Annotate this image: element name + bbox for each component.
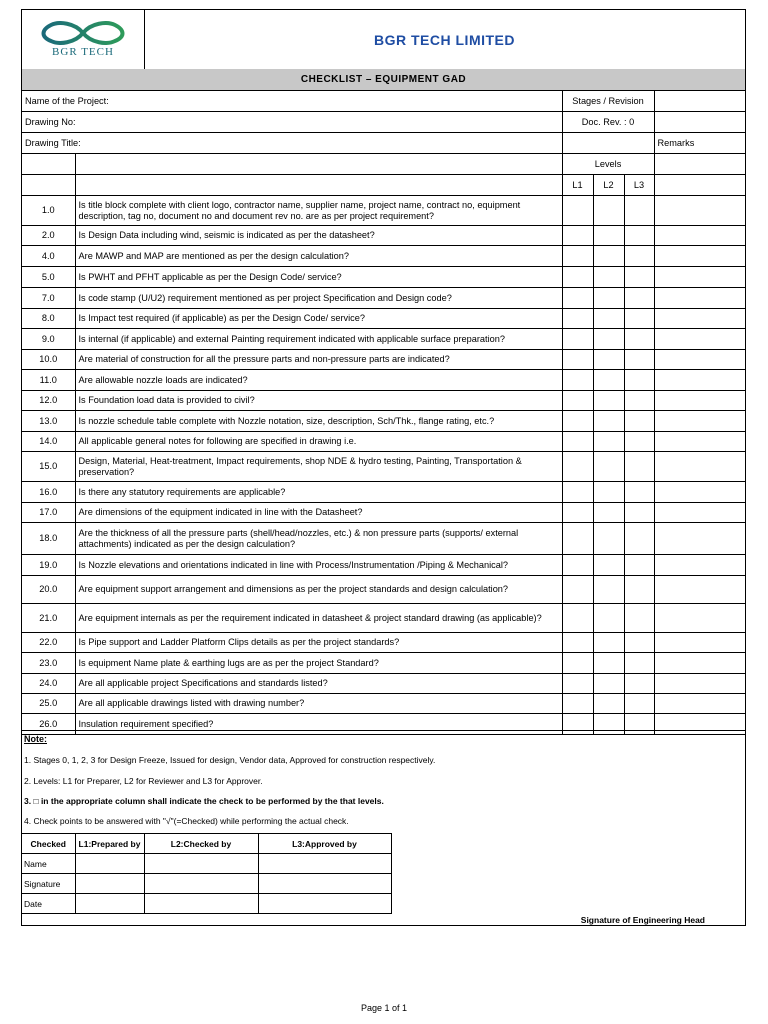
level-l1-check-cell[interactable] [562, 288, 593, 309]
remarks-cell[interactable] [654, 411, 745, 432]
level-l3-check-cell[interactable] [624, 604, 654, 633]
level-l1-check-cell[interactable] [562, 633, 593, 653]
signoff-cell[interactable] [75, 894, 144, 914]
level-l2-check-cell[interactable] [593, 653, 624, 674]
note-item: 4. Check points to be answered with "√"(=Checked) while performing the actual check. [24, 816, 349, 826]
remarks-cell[interactable] [654, 196, 745, 226]
level-l1-check-cell[interactable] [562, 604, 593, 633]
signoff-cell[interactable] [144, 854, 258, 874]
remarks-cell[interactable] [654, 653, 745, 674]
checklist-row [22, 370, 745, 391]
level-l3-check-cell[interactable] [624, 653, 654, 674]
notes-heading: Note: [24, 734, 47, 744]
checklist-item-text: Are all applicable project Specifications and standards listed? [75, 674, 562, 694]
level-l3-check-cell[interactable] [624, 633, 654, 653]
item-number: 11.0 [22, 370, 75, 391]
level-l3-check-cell[interactable] [624, 370, 654, 391]
checklist-item-text: Is Pipe support and Ladder Platform Clips details as per the project standards? [75, 633, 562, 653]
checklist-row [22, 604, 745, 633]
level-l2-check-cell[interactable] [593, 432, 624, 452]
checklist-row [22, 288, 745, 309]
level-l1-check-cell[interactable] [562, 452, 593, 482]
item-number: 26.0 [22, 714, 75, 735]
level-l1-check-cell[interactable] [562, 523, 593, 555]
item-number: 21.0 [22, 604, 75, 633]
checklist-item-text: Is nozzle schedule table complete with Nozzle notation, size, description, Sch/Thk., flange rating, etc.? [75, 411, 562, 432]
level-l1-header: L1 [562, 175, 593, 196]
level-l2-check-cell[interactable] [593, 482, 624, 503]
drawing-title-label: Drawing Title: [22, 133, 562, 154]
checklist-item-text: Insulation requirement specified? [75, 714, 562, 735]
project-name-row [22, 91, 745, 112]
level-l3-check-cell[interactable] [624, 694, 654, 714]
checklist-row [22, 350, 745, 370]
level-columns-row [22, 175, 745, 196]
checklist-row [22, 226, 745, 246]
remarks-cell[interactable] [654, 246, 745, 267]
document-header [22, 10, 745, 70]
remarks-cell[interactable] [654, 633, 745, 653]
level-l1-check-cell[interactable] [562, 196, 593, 226]
item-number: 15.0 [22, 452, 75, 482]
level-l1-check-cell[interactable] [562, 309, 593, 329]
checklist-row [22, 411, 745, 432]
checklist-item-text: Are material of construction for all the pressure parts and non-pressure parts are indicated? [75, 350, 562, 370]
levels-blank-cell [75, 175, 562, 196]
checklist-item-text: Are dimensions of the equipment indicated in line with the Datasheet? [75, 503, 562, 523]
checklist-item-text: Is Design Data including wind, seismic is indicated as per the datasheet? [75, 226, 562, 246]
checklist-row [22, 391, 745, 411]
signoff-cell[interactable] [75, 854, 144, 874]
remarks-cell[interactable] [654, 555, 745, 576]
remarks-cell[interactable] [654, 452, 745, 482]
level-l3-check-cell[interactable] [624, 576, 654, 604]
notes-section [22, 730, 745, 925]
level-l1-check-cell[interactable] [562, 411, 593, 432]
item-number: 17.0 [22, 503, 75, 523]
item-number: 24.0 [22, 674, 75, 694]
note-item: 3. □ in the appropriate column shall indicate the check to be performed by the that levels. [24, 796, 384, 806]
signoff-cell[interactable] [258, 854, 391, 874]
levels-blank-cell [75, 154, 562, 175]
checklist-item-text: Is code stamp (U/U2) requirement mentioned as per project Specification and Design code? [75, 288, 562, 309]
checklist-item-text: Are the thickness of all the pressure parts (shell/head/nozzles, etc.) & non pressure parts (supports/ external attachments) indicated as per the design calculation? [75, 523, 562, 555]
remarks-cell[interactable] [654, 267, 745, 288]
remarks-cell[interactable] [654, 350, 745, 370]
checklist-item-text: All applicable general notes for following are specified in drawing i.e. [75, 432, 562, 452]
level-l2-check-cell[interactable] [593, 391, 624, 411]
remarks-cell[interactable] [654, 503, 745, 523]
level-l3-check-cell[interactable] [624, 432, 654, 452]
level-l3-header: L3 [624, 175, 654, 196]
level-l2-check-cell[interactable] [593, 246, 624, 267]
level-l2-check-cell[interactable] [593, 226, 624, 246]
level-l1-check-cell[interactable] [562, 226, 593, 246]
item-number: 23.0 [22, 653, 75, 674]
drawing-title-row [22, 133, 745, 154]
level-l2-check-cell[interactable] [593, 196, 624, 226]
checklist-row [22, 309, 745, 329]
level-l2-check-cell[interactable] [593, 370, 624, 391]
level-l3-check-cell[interactable] [624, 391, 654, 411]
checklist-item-text: Is title block complete with client logo, contractor name, supplier name, project name, contract no, equipment description, tag no, document no and document rev no. are as per project requirement? [75, 196, 562, 226]
item-number: 8.0 [22, 309, 75, 329]
project-name-label: Name of the Project: [22, 91, 562, 112]
level-l3-check-cell[interactable] [624, 555, 654, 576]
item-number: 18.0 [22, 523, 75, 555]
checklist-row [22, 267, 745, 288]
level-l3-check-cell[interactable] [624, 452, 654, 482]
signoff-cell[interactable] [258, 894, 391, 914]
checklist-item-text: Is Foundation load data is provided to civil? [75, 391, 562, 411]
checklist-row [22, 653, 745, 674]
checklist-row [22, 196, 745, 226]
level-l2-check-cell[interactable] [593, 411, 624, 432]
checklist-row [22, 674, 745, 694]
remarks-cell[interactable] [654, 309, 745, 329]
remarks-cell[interactable] [654, 694, 745, 714]
level-l3-check-cell[interactable] [624, 246, 654, 267]
level-l1-check-cell[interactable] [562, 267, 593, 288]
level-l1-check-cell[interactable] [562, 653, 593, 674]
item-number: 13.0 [22, 411, 75, 432]
level-l2-check-cell[interactable] [593, 604, 624, 633]
stages-revision-label: Stages / Revision [562, 91, 654, 112]
remarks-cell[interactable] [654, 288, 745, 309]
company-name: BGR TECH LIMITED [374, 31, 515, 48]
level-l1-check-cell[interactable] [562, 694, 593, 714]
remarks-cell[interactable] [654, 329, 745, 350]
remarks-cell[interactable] [654, 604, 745, 633]
signoff-date-row [22, 894, 391, 914]
checklist-item-text: Is Nozzle elevations and orientations indicated in line with Process/Instrumentation /Piping & Mechanical? [75, 555, 562, 576]
checklist-item-text: Is PWHT and PFHT applicable as per the Design Code/ service? [75, 267, 562, 288]
level-l3-check-cell[interactable] [624, 674, 654, 694]
level-l2-check-cell[interactable] [593, 503, 624, 523]
checklist-item-text: Are equipment support arrangement and dimensions as per the project standards and design calculation? [75, 576, 562, 604]
signoff-header: L3:Approved by [258, 834, 391, 854]
item-number: 10.0 [22, 350, 75, 370]
item-number: 12.0 [22, 391, 75, 411]
signoff-header-row [22, 834, 391, 854]
level-l2-check-cell[interactable] [593, 694, 624, 714]
level-l1-check-cell[interactable] [562, 350, 593, 370]
level-l3-check-cell[interactable] [624, 196, 654, 226]
note-item: 2. Levels: L1 for Preparer, L2 for Reviewer and L3 for Approver. [24, 776, 263, 786]
checklist-sheet [21, 9, 746, 926]
level-l3-check-cell[interactable] [624, 411, 654, 432]
item-number: 1.0 [22, 196, 75, 226]
remarks-cell[interactable] [654, 674, 745, 694]
item-number: 7.0 [22, 288, 75, 309]
page-number: Page 1 of 1 [360, 1003, 408, 1013]
item-number: 14.0 [22, 432, 75, 452]
level-l3-check-cell[interactable] [624, 350, 654, 370]
level-l2-check-cell[interactable] [593, 329, 624, 350]
level-l1-check-cell[interactable] [562, 432, 593, 452]
checklist-item-text: Is equipment Name plate & earthing lugs are as per the project Standard? [75, 653, 562, 674]
level-l3-check-cell[interactable] [624, 482, 654, 503]
level-l2-check-cell[interactable] [593, 452, 624, 482]
level-l3-check-cell[interactable] [624, 329, 654, 350]
level-l1-check-cell[interactable] [562, 503, 593, 523]
item-number: 25.0 [22, 694, 75, 714]
signoff-header: L1:Prepared by [75, 834, 144, 854]
signoff-row-label: Name [22, 854, 75, 874]
signoff-header: L2:Checked by [144, 834, 258, 854]
signoff-row-label: Date [22, 894, 75, 914]
item-number: 19.0 [22, 555, 75, 576]
level-l2-check-cell[interactable] [593, 267, 624, 288]
level-l1-check-cell[interactable] [562, 482, 593, 503]
checklist-item-text: Are equipment internals as per the requirement indicated in datasheet & project standard drawing (as applicable)? [75, 604, 562, 633]
level-l2-check-cell[interactable] [593, 674, 624, 694]
level-l1-check-cell[interactable] [562, 246, 593, 267]
signoff-cell[interactable] [144, 874, 258, 894]
level-l1-check-cell[interactable] [562, 329, 593, 350]
checklist-item-text: Is internal (if applicable) and external Painting requirement indicated with applicable surface preparation? [75, 329, 562, 350]
signoff-signature-row [22, 874, 391, 894]
remarks-cell[interactable] [654, 482, 745, 503]
level-l2-check-cell[interactable] [593, 555, 624, 576]
checklist-item-text: Is there any statutory requirements are applicable? [75, 482, 562, 503]
stages-revision-value[interactable] [654, 91, 745, 112]
checklist-item-text: Is Impact test required (if applicable) as per the Design Code/ service? [75, 309, 562, 329]
item-number: 5.0 [22, 267, 75, 288]
level-l3-check-cell[interactable] [624, 523, 654, 555]
remarks-blank-cell [654, 175, 745, 196]
checklist-row [22, 329, 745, 350]
level-l2-check-cell[interactable] [593, 288, 624, 309]
level-l3-check-cell[interactable] [624, 309, 654, 329]
item-number: 4.0 [22, 246, 75, 267]
item-number: 16.0 [22, 482, 75, 503]
remarks-blank-cell [654, 154, 745, 175]
remarks-cell[interactable] [654, 226, 745, 246]
remarks-header: Remarks [654, 133, 745, 154]
checklist-item-text: Are all applicable drawings listed with drawing number? [75, 694, 562, 714]
item-number: 20.0 [22, 576, 75, 604]
doc-rev-label: Doc. Rev. : 0 [562, 112, 654, 133]
remarks-cell[interactable] [654, 432, 745, 452]
checklist-row [22, 576, 745, 604]
levels-blank-cell [22, 154, 75, 175]
level-l2-check-cell[interactable] [593, 309, 624, 329]
level-l1-check-cell[interactable] [562, 674, 593, 694]
checklist-table [22, 90, 745, 735]
remarks-cell[interactable] [654, 523, 745, 555]
item-number: 2.0 [22, 226, 75, 246]
levels-blank-cell [22, 175, 75, 196]
checklist-item-text: Are allowable nozzle loads are indicated? [75, 370, 562, 391]
checklist-row [22, 555, 745, 576]
note-item: 1. Stages 0, 1, 2, 3 for Design Freeze, Issued for design, Vendor data, Approved for construction respectively. [24, 755, 436, 765]
doc-rev-value[interactable] [654, 112, 745, 133]
level-l1-check-cell[interactable] [562, 391, 593, 411]
remarks-cell[interactable] [654, 576, 745, 604]
level-l2-check-cell[interactable] [593, 633, 624, 653]
level-l3-check-cell[interactable] [624, 503, 654, 523]
level-l3-check-cell[interactable] [624, 226, 654, 246]
level-l1-check-cell[interactable] [562, 555, 593, 576]
checklist-row [22, 432, 745, 452]
item-number: 9.0 [22, 329, 75, 350]
signoff-header: Checked [22, 834, 75, 854]
drawing-no-row [22, 112, 745, 133]
checklist-row [22, 523, 745, 555]
infinity-logo-icon [37, 21, 129, 45]
signoff-cell[interactable] [75, 874, 144, 894]
checklist-row [22, 503, 745, 523]
level-l2-check-cell[interactable] [593, 523, 624, 555]
signoff-row-label: Signature [22, 874, 75, 894]
remarks-cell[interactable] [654, 391, 745, 411]
levels-header-row [22, 154, 745, 175]
item-number: 22.0 [22, 633, 75, 653]
drawing-no-label: Drawing No: [22, 112, 562, 133]
signoff-table [22, 833, 392, 914]
drawing-title-value[interactable] [562, 133, 654, 154]
levels-label: Levels [562, 154, 654, 175]
company-logo [22, 10, 145, 69]
level-l1-check-cell[interactable] [562, 370, 593, 391]
remarks-cell[interactable] [654, 370, 745, 391]
signoff-cell[interactable] [258, 874, 391, 894]
level-l3-check-cell[interactable] [624, 288, 654, 309]
signoff-name-row [22, 854, 391, 874]
checklist-row [22, 246, 745, 267]
checklist-item-text: Are MAWP and MAP are mentioned as per the design calculation? [75, 246, 562, 267]
engineering-head-signature-label: Signature of Engineering Head [580, 915, 705, 925]
level-l2-check-cell[interactable] [593, 350, 624, 370]
level-l3-check-cell[interactable] [624, 267, 654, 288]
logo-text: BGR TECH [52, 46, 114, 58]
level-l1-check-cell[interactable] [562, 576, 593, 604]
level-l2-header: L2 [593, 175, 624, 196]
checklist-row [22, 482, 745, 503]
checklist-row [22, 694, 745, 714]
level-l2-check-cell[interactable] [593, 576, 624, 604]
checklist-row [22, 452, 745, 482]
signoff-cell[interactable] [144, 894, 258, 914]
checklist-row [22, 633, 745, 653]
document-title: CHECKLIST – EQUIPMENT GAD [22, 69, 745, 91]
checklist-item-text: Design, Material, Heat-treatment, Impact requirements, shop NDE & hydro testing, Painting, Transportation & preservation? [75, 452, 562, 482]
